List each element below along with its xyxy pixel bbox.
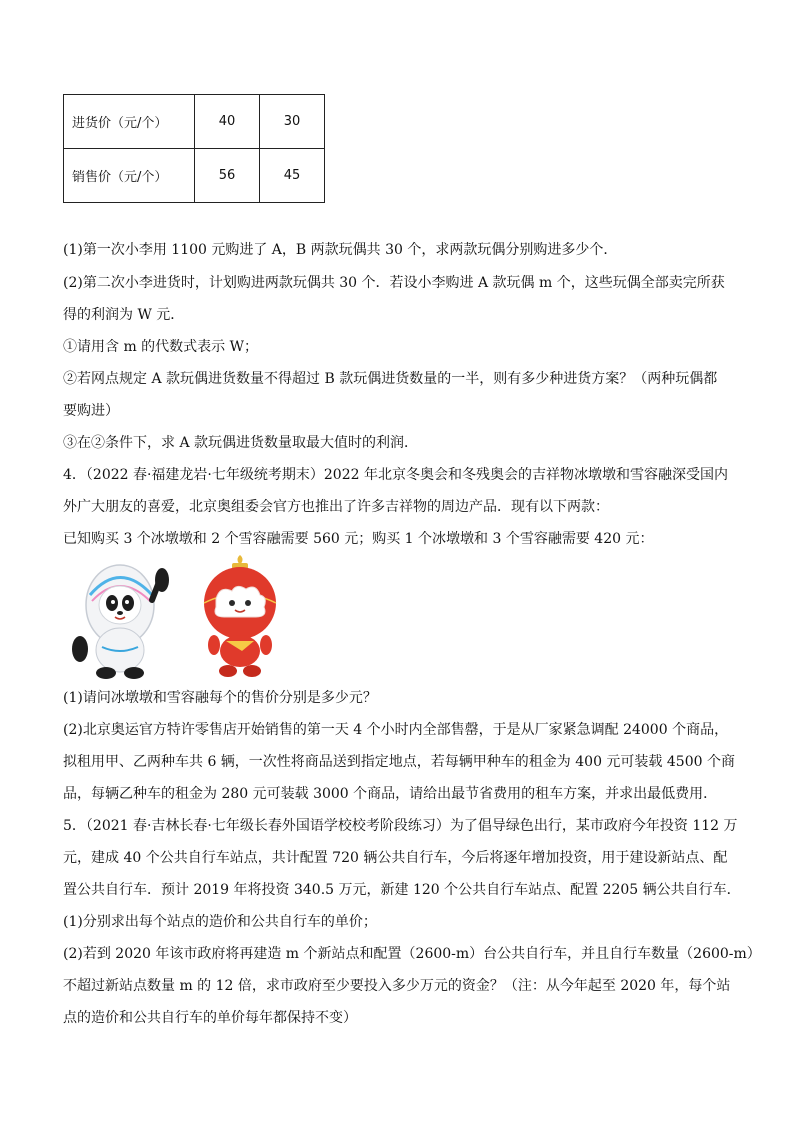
q5-header-line1: 5．（2021 春·吉林长春·七年级长春外国语学校校考阶段练习）为了倡导绿色出行，某市政府今年投资 112 万 [63, 818, 738, 834]
q5-header-line2: 元，建成 40 个公共自行车站点，共计配置 720 辆公共自行车，今后将逐年增加投资，用于建设新站点、配 [63, 850, 728, 866]
q3-part2-line2: 得的利润为 W 元． [63, 307, 185, 323]
q3-part2-line1: (2)第二次小李进货时，计划购进两款玩偶共 30 个．若设小李购进 A 款玩偶 m 个，这些玩偶全部卖完所获 [63, 275, 725, 291]
q5-part2-line3: 点的造价和公共自行车的单价每年都保持不变） [63, 1010, 357, 1026]
shuey-rhon-rhon-icon [204, 555, 276, 677]
mascots-image [70, 555, 290, 680]
q3-sub2-line2: 要购进） [63, 403, 119, 419]
cell-value: 40 [195, 95, 260, 149]
q5-part1: (1)分别求出每个站点的造价和公共自行车的单价； [63, 914, 377, 930]
q5-header-line3: 置公共自行车．预计 2019 年将投资 340.5 万元，新建 120 个公共自行车站点、配置 2205 辆公共自行车． [63, 882, 741, 898]
q4-part2-line1: (2)北京奥运官方特许零售店开始销售的第一天 4 个小时内全部售罄，于是从厂家紧急调配 24000 个商品， [63, 722, 729, 738]
cell-value: 45 [260, 149, 325, 203]
cell-value: 30 [260, 95, 325, 149]
table-row [64, 149, 325, 203]
q4-part2-line3: 品，每辆乙种车的租金为 280 元可装载 3000 个商品，请给出最节省费用的租车方案，并求出最低费用． [63, 786, 718, 802]
q5-part2-line2: 不超过新站点数量 m 的 12 倍，求市政府至少要投入多少万元的资金？（注：从今年起至 2020 年，每个站 [63, 978, 731, 994]
q3-sub3: ③在②条件下，求 A 款玩偶进货数量取最大值时的利润． [63, 435, 419, 451]
q4-header-line1: 4．（2022 春·福建龙岩·七年级统考期末）2022 年北京冬奥会和冬残奥会的吉祥物冰墩墩和雪容融深受国内 [63, 467, 728, 483]
q4-part2-line2: 拟租用甲、乙两种车共 6 辆，一次性将商品送到指定地点，若每辆甲种车的租金为 400 元可装载 4500 个商 [63, 754, 735, 770]
bing-dwen-dwen-icon [72, 565, 169, 679]
q3-part1: (1)第一次小李用 1100 元购进了 A，B 两款玩偶共 30 个，求两款玩偶分别购进多少个． [63, 242, 618, 258]
q4-given: 已知购买 3 个冰墩墩和 2 个雪容融需要 560 元；购买 1 个冰墩墩和 3 个雪容融需要 420 元： [63, 531, 654, 547]
q3-sub1: ①请用含 m 的代数式表示 W； [63, 339, 259, 355]
q4-part1: (1)请问冰墩墩和雪容融每个的售价分别是多少元？ [63, 690, 377, 706]
q4-header-line2: 外广大朋友的喜爱，北京奥组委会官方也推出了许多吉祥物的周边产品．现有以下两款： [63, 499, 609, 515]
price-table [63, 94, 325, 203]
table-row [64, 95, 325, 149]
row-label: 销售价（元/个） [64, 149, 195, 203]
cell-value: 56 [195, 149, 260, 203]
q3-sub2-line1: ②若网点规定 A 款玩偶进货数量不得超过 B 款玩偶进货数量的一半，则有多少种进货方案？（两种玩偶都 [63, 371, 718, 387]
row-label: 进货价（元/个） [64, 95, 195, 149]
q5-part2-line1: (2)若到 2020 年该市政府将再建造 m 个新站点和配置（2600-m）台公共自行车，并且自行车数量（2600-m） [63, 946, 761, 962]
